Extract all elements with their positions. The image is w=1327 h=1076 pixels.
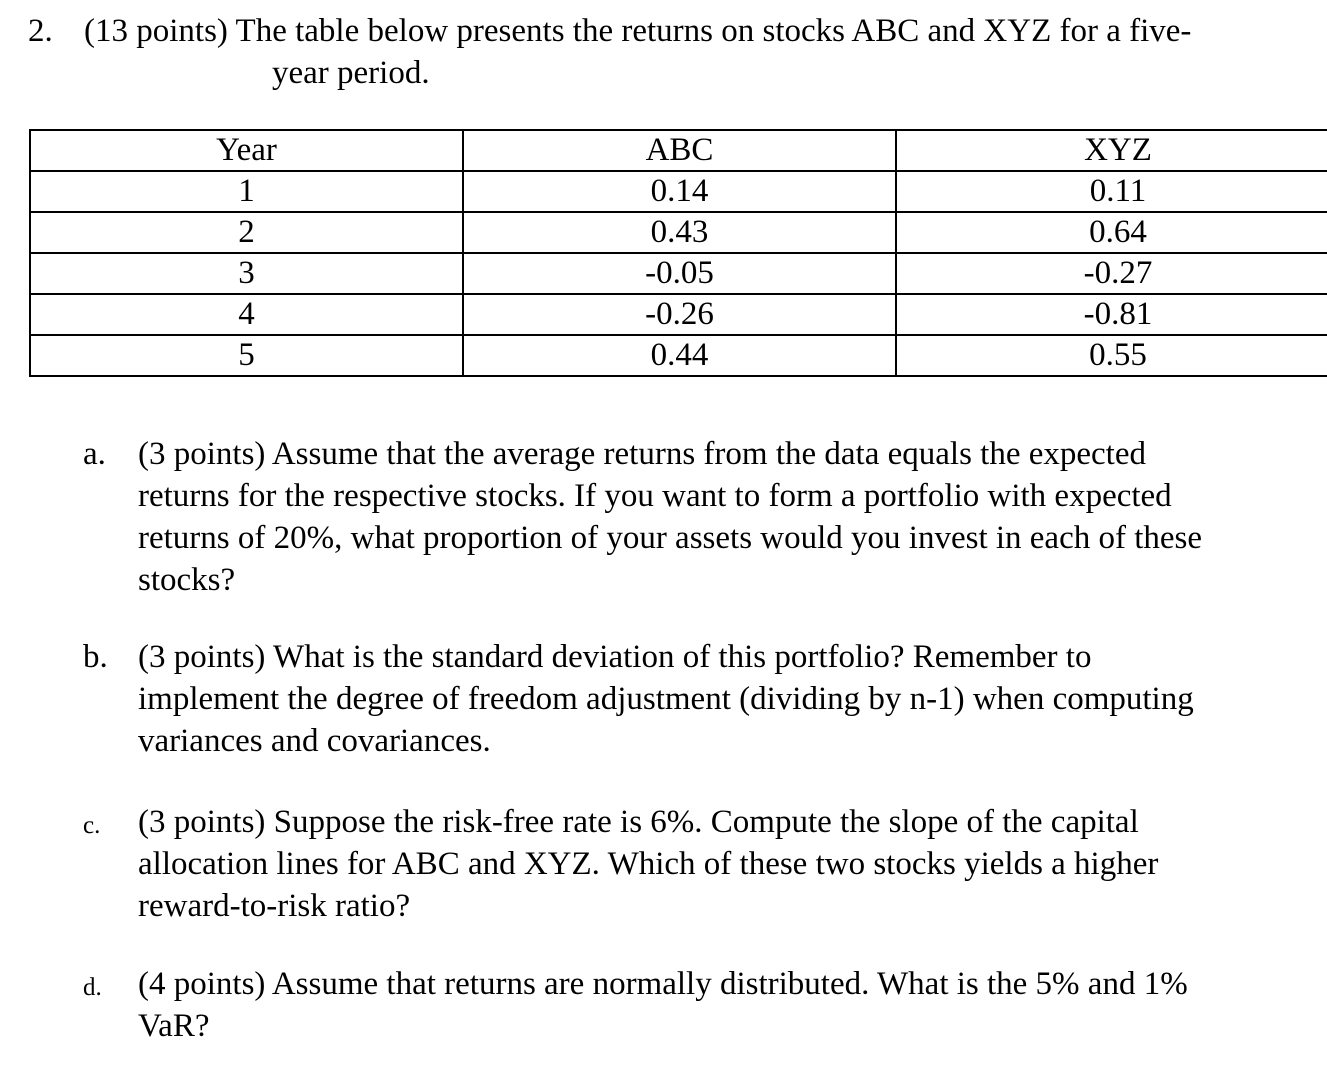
table-row [30, 171, 1327, 212]
cell-xyz: -0.81 [896, 294, 1327, 335]
text-line: implement the degree of freedom adjustment (dividing by n-1) when computing [138, 681, 1194, 717]
part-b-letter: b. [83, 639, 108, 675]
cell-abc: -0.26 [463, 294, 896, 335]
cell-year: 3 [30, 253, 463, 294]
header-abc: ABC [463, 130, 896, 171]
table-row [30, 294, 1327, 335]
part-c-text [138, 801, 1313, 927]
part-b-text [138, 636, 1313, 762]
text-line: (4 points) Assume that returns are normally distributed. What is the 5% and 1% [138, 966, 1188, 1002]
part-d-text [138, 963, 1313, 1047]
part-a [83, 433, 1313, 601]
cell-year: 1 [30, 171, 463, 212]
part-a-text [138, 433, 1313, 601]
cell-xyz: -0.27 [896, 253, 1327, 294]
returns-table [29, 129, 1327, 377]
cell-abc: -0.05 [463, 253, 896, 294]
part-d-letter: d. [83, 974, 102, 1001]
table-header-row [30, 130, 1327, 171]
cell-year: 2 [30, 212, 463, 253]
question-header [28, 10, 1191, 94]
text-line: (3 points) Suppose the risk-free rate is 6%. Compute the slope of the capital [138, 804, 1139, 840]
table-row [30, 212, 1327, 253]
text-line: VaR? [138, 1008, 210, 1044]
cell-xyz: 0.55 [896, 335, 1327, 376]
part-a-letter: a. [83, 436, 106, 472]
text-line: (3 points) Assume that the average returns from the data equals the expected [138, 436, 1146, 472]
cell-abc: 0.14 [463, 171, 896, 212]
text-line: allocation lines for ABC and XYZ. Which of these two stocks yields a higher [138, 846, 1159, 882]
cell-abc: 0.43 [463, 212, 896, 253]
text-line: returns of 20%, what proportion of your assets would you invest in each of these [138, 520, 1203, 556]
header-year: Year [30, 130, 463, 171]
text-line: (3 points) What is the standard deviation of this portfolio? Remember to [138, 639, 1092, 675]
table-row [30, 335, 1327, 376]
cell-year: 5 [30, 335, 463, 376]
part-c-letter: c. [83, 812, 101, 839]
cell-xyz: 0.11 [896, 171, 1327, 212]
question-line-1 [28, 10, 1191, 52]
part-c [83, 801, 1313, 927]
part-b [83, 636, 1313, 762]
header-xyz: XYZ [896, 130, 1327, 171]
question-number: 2. [28, 13, 53, 49]
text-line: variances and covariances. [138, 723, 491, 759]
table-row [30, 253, 1327, 294]
cell-year: 4 [30, 294, 463, 335]
part-d [83, 963, 1313, 1047]
text-line: stocks? [138, 562, 236, 598]
question-intro: (13 points) The table below presents the returns on stocks ABC and XYZ for a five- [84, 13, 1192, 49]
cell-abc: 0.44 [463, 335, 896, 376]
text-line: reward-to-risk ratio? [138, 888, 411, 924]
cell-xyz: 0.64 [896, 212, 1327, 253]
question-line-2: year period. [272, 55, 430, 91]
text-line: returns for the respective stocks. If you want to form a portfolio with expected [138, 478, 1172, 514]
